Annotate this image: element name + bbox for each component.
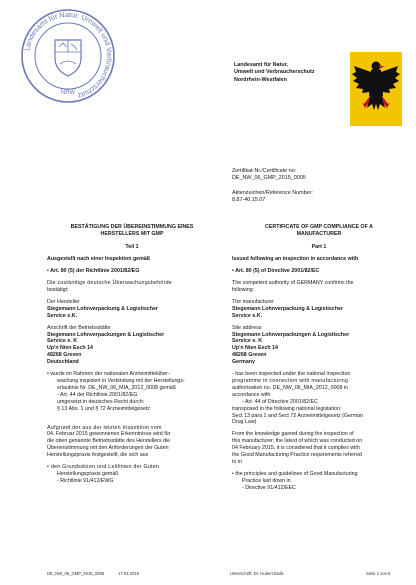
certificate-number-block xyxy=(232,168,313,205)
english-based-line1: From the knowledge gained during the inspection of xyxy=(232,431,354,438)
german-issued-text: Ausgestellt nach einer Inspektion gemäß xyxy=(47,256,151,263)
german-title-line2: HERSTELLERS MIT GMP xyxy=(100,231,164,238)
german-site-name: Stegemann Lohnverpackungen & Logistischer xyxy=(47,331,165,338)
english-site-label: Site address xyxy=(232,324,262,331)
english-gmp-line2: Practice laid down in xyxy=(242,477,291,484)
english-inspection-line2: programme in connection with manufacturing xyxy=(232,378,349,384)
english-inspection-line7: Sect 13 para 1 and Sect 72 Arzneimittelgesetz (German xyxy=(232,412,364,419)
stamp-ring-text: Landesamt für Natur, Umwelt und Verbraucherschutz xyxy=(22,9,115,101)
german-gmp-line2: Herstellungspraxis gemäß xyxy=(57,470,119,477)
german-authority-line2: bestätigt: xyxy=(47,287,69,294)
german-based-line2: 04. Februar 2015 gewonnenen Erkenntnisse wird für xyxy=(47,431,171,438)
english-title-line2: MANUFACTURER xyxy=(296,231,342,238)
english-part-label: Part 1 xyxy=(311,244,327,251)
english-title-line1: CERTIFICATE OF GMP COMPLIANCE OF A xyxy=(265,224,373,230)
certificate-number: DE_NW_06_GMP_2015_0005 xyxy=(232,175,306,182)
german-title-line1: BESTÄTIGUNG DER ÜBEREINSTIMMUNG EINES xyxy=(70,224,194,230)
german-gmp-line3: - Richtlinie 91/412/EWG xyxy=(57,477,114,484)
german-inspection-line1: • wurde im Rahmen der nationalen Arzneimittelüber- xyxy=(47,371,170,378)
german-column xyxy=(47,224,217,485)
german-based-line4: Übereinstimmung mit den Anforderungen der Guten xyxy=(47,445,169,452)
stamp-bottom-text: NRW xyxy=(60,90,76,96)
english-issued-text: Issued following an inspection in accordance with xyxy=(232,256,359,263)
english-gmp-line3: - Directive 91/412/EEC xyxy=(242,484,296,491)
german-site-street: Up'n Nien Esch 14 xyxy=(47,345,94,352)
german-site-zip-city: 48268 Greven xyxy=(47,352,82,359)
german-article: • Art. 80 (5) der Richtlinie 2001/82/EG xyxy=(47,268,140,275)
english-inspection-line1: - has been inspected under the national inspection xyxy=(232,371,351,378)
federal-eagle-emblem-icon xyxy=(350,52,402,126)
english-inspection-line8: Drug Law) xyxy=(232,419,257,426)
german-site-label: Anschrift der Betriebsstätte xyxy=(47,324,111,331)
german-site-name2: Service e. K xyxy=(47,338,78,345)
footer-signature: Unterschrift: Dr. Hubert Bode xyxy=(230,571,284,576)
reference-number: 8.87-40.15.07 xyxy=(232,197,266,204)
authority-line1: Landesamt für Natur, xyxy=(234,62,288,68)
german-part-label: Teil 1 xyxy=(125,244,139,251)
german-based-line5: Herstellungspraxis festgestellt, die sich aus xyxy=(47,452,149,459)
english-inspection-line3: authorisation no. DE_NW_06_MIA_2012_0008 in xyxy=(232,384,349,391)
german-inspection-line5: umgesetzt in deutsches Recht durch: xyxy=(57,398,145,405)
footer-page-number: Seite 1 von 5 xyxy=(366,571,391,576)
english-site-country: Germany xyxy=(232,359,255,366)
english-based-line2: this manufacturer, the latest of which was conducted on xyxy=(232,438,363,445)
english-manufacturer-name2: Service e.K. xyxy=(232,312,263,319)
english-site-name: Stegemann Lohnverpackungen & Logistischer xyxy=(232,331,350,338)
english-site-name2: Service e. K xyxy=(232,338,263,345)
german-gmp-line1: • den Grundsätzen und Leitlinien der Guten xyxy=(47,464,160,471)
german-inspection-line4: - Art. 44 der Richtlinie 2001/82/EG xyxy=(57,391,138,398)
german-manufacturer-name1: Stegemann Lohnverpackung & Logistischer xyxy=(47,305,158,312)
official-stamp xyxy=(18,6,118,106)
reference-number-label: Aktenzeichen/Reference Number: xyxy=(232,189,313,196)
german-manufacturer-label: Der Hersteller xyxy=(47,298,80,305)
english-based-line3: 04 February 2015, it is considered that it complies with xyxy=(232,445,360,452)
english-manufacturer-label: The manufacturer xyxy=(232,298,274,305)
german-inspection-line6: § 13 Abs. 1 und § 72 Arzneimittelgesetz xyxy=(57,405,151,412)
english-inspection-line5: - Art. 44 of Directive 2001/82/EC xyxy=(242,398,318,405)
english-inspection-line4: accordance with xyxy=(232,391,271,398)
authority-line2: Umwelt und Verbraucherschutz xyxy=(234,69,315,76)
authority-line3: Nordrhein-Westfalen xyxy=(234,76,287,83)
english-site-zip-city: 48268 Greven xyxy=(232,352,267,359)
svg-text:Landesamt für Natur, Umwelt un xyxy=(22,10,114,101)
footer-date: 17.03.2015 xyxy=(118,571,139,576)
german-based-line1: Aufgrund der aus der letzten Inspektion vom xyxy=(47,424,162,431)
german-based-line3: die oben genannte Betriebsstätte des Herstellers die xyxy=(47,438,171,445)
german-inspection-line2: wachung inspiziert in Verbindung mit der Herstellungs- xyxy=(57,378,185,384)
english-authority-line2: following: xyxy=(232,287,255,294)
german-site-country: Deutschland xyxy=(47,359,79,366)
english-based-line5: to in xyxy=(232,458,243,465)
authority-header xyxy=(234,62,344,84)
english-article: • Art. 80 (5) of Directive 2001/82/EC xyxy=(232,268,320,275)
english-column xyxy=(232,224,406,492)
footer-doc-id: DE_NW_06_GMP_2015_0005 xyxy=(47,571,105,576)
english-site-street: Up'n Nien Esch 14 xyxy=(232,345,279,352)
english-gmp-line1: • the principles and guidelines of Good Manufacturing xyxy=(232,470,358,477)
english-inspection-line6: transposed in the following national legislation: xyxy=(232,405,342,412)
german-manufacturer-name2: Service e.K. xyxy=(47,312,78,319)
certificate-number-label: Zertifikat-Nr./Certificate no: xyxy=(232,168,297,174)
english-authority-line1: The competent authority of GERMANY confirms the xyxy=(232,280,354,287)
english-based-line4: the Good Manufacturing Practice requirements referred xyxy=(232,452,362,459)
german-inspection-line3: erlaubnis Nr. DE_NW_06_MIA_2012_0008 gemäß xyxy=(57,384,176,391)
english-manufacturer-name1: Stegemann Lohnverpackung & Logistischer xyxy=(232,305,343,312)
german-authority-line1: Die zuständige deutsche Überwachungsbehörde xyxy=(47,280,173,287)
